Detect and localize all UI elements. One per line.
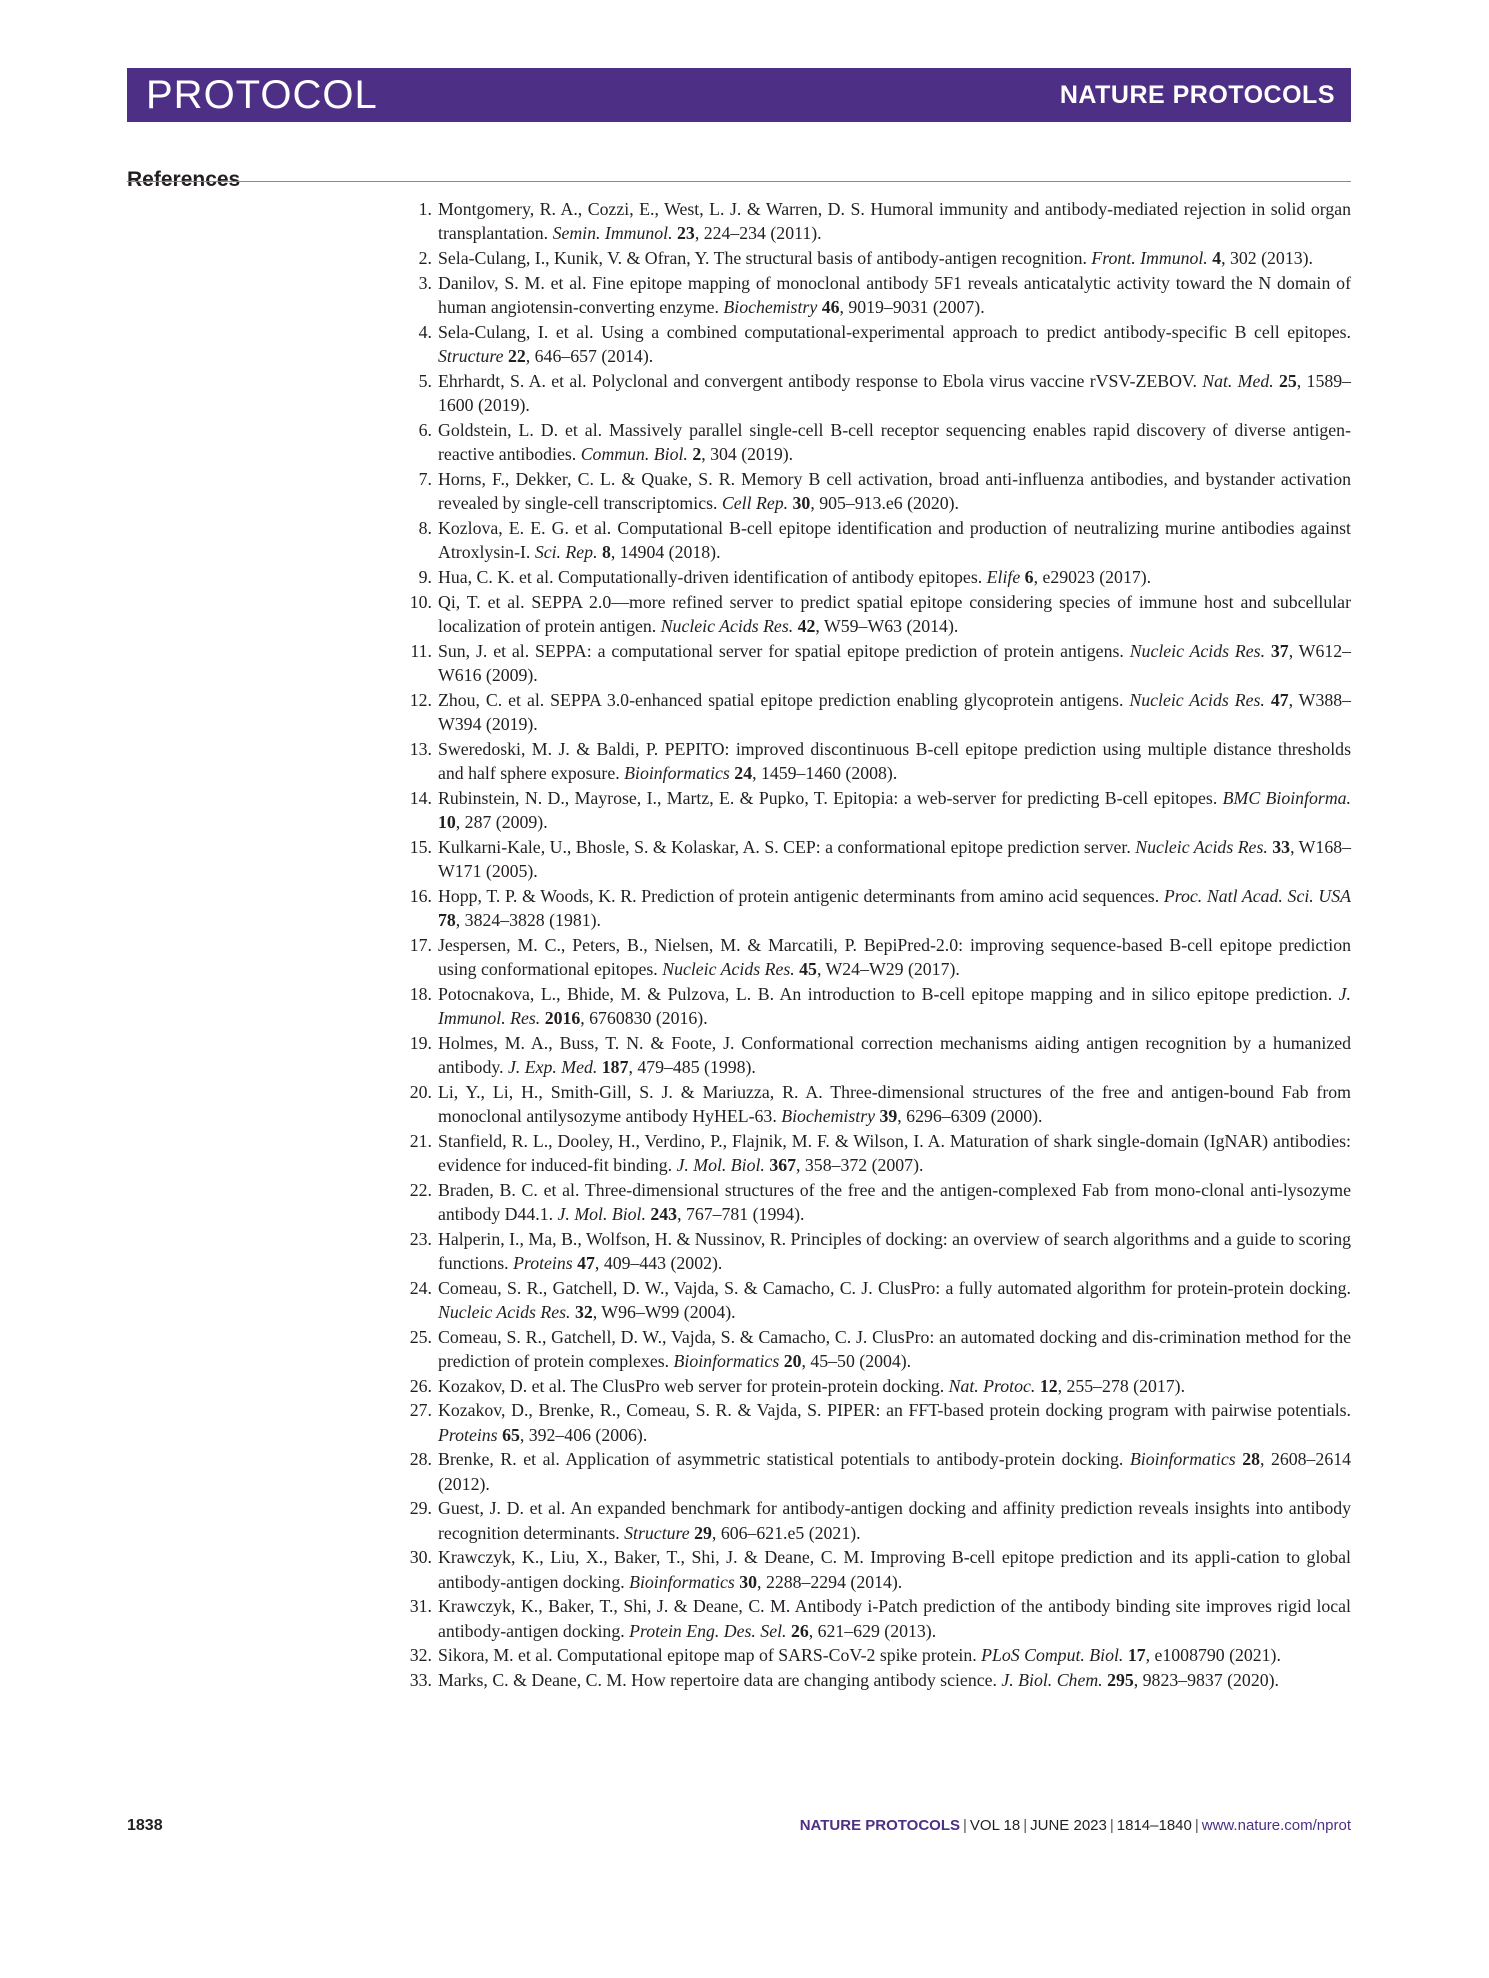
- reference-text: [438, 884, 1351, 932]
- reference-number: 28.: [409, 1449, 432, 1470]
- reference-text: [438, 1325, 1351, 1373]
- reference-segment: , 1459–1460 (2008).: [752, 762, 898, 783]
- reference-segment: Krawczyk, K., Baker, T., Shi, J. & Deane, C. M. Antibody i-Patch prediction of the antibody binding site improves rigid local antibody-antigen docking.: [438, 1596, 1351, 1641]
- volume-number: 47: [1270, 689, 1289, 710]
- reference-segment: Marks, C. & Deane, C. M. How repertoire data are changing antibody science.: [438, 1670, 1002, 1691]
- journal-title: Semin. Immunol.: [552, 223, 673, 244]
- reference-segment: , 2608–2614 (2012).: [438, 1449, 1351, 1494]
- volume-number: 6: [1024, 566, 1034, 587]
- journal-title: Nucleic Acids Res.: [1135, 836, 1268, 857]
- journal-title: J. Mol. Biol.: [676, 1154, 765, 1175]
- reference-number: 10.: [409, 591, 432, 612]
- reference-number: 13.: [409, 738, 432, 759]
- reference-segment: , 479–485 (1998).: [628, 1056, 756, 1077]
- reference-segment: , 621–629 (2013).: [808, 1620, 937, 1641]
- reference-segment: , 1589–1600 (2019).: [438, 370, 1352, 415]
- volume-number: 2: [692, 444, 702, 464]
- volume-number: 29: [694, 1522, 712, 1543]
- reference-number: 31.: [409, 1596, 432, 1617]
- reference-number: 32.: [409, 1645, 432, 1666]
- reference-segment: , 3824–3828 (1981).: [455, 909, 601, 930]
- reference-number: 1.: [418, 199, 432, 219]
- reference-number: 2.: [418, 248, 432, 268]
- reference-item: [398, 1398, 1351, 1446]
- volume-number: 78: [438, 909, 456, 930]
- reference-segment: Comeau, S. R., Gatchell, D. W., Vajda, S. & Camacho, C. J. ClusPro: a fully automated algorithm for protein-protein docking.: [438, 1277, 1351, 1298]
- reference-number: 11.: [410, 640, 432, 661]
- reference-item: [398, 1374, 1351, 1398]
- reference-item: [398, 1668, 1351, 1692]
- reference-list: [398, 197, 1351, 1693]
- reference-segment: Kozlova, E. E. G. et al. Computational B-cell epitope identification and production of neutralizing murine antibodies against Atroxlysin-I.: [438, 517, 1351, 562]
- reference-segment: Danilov, S. M. et al. Fine epitope mapping of monoclonal antibody 5F1 reveals anticatalytic activity toward the N domain of human angiotensin-converting enzyme.: [438, 272, 1351, 317]
- reference-number: 33.: [409, 1670, 432, 1691]
- reference-segment: , 392–406 (2006).: [519, 1424, 648, 1445]
- journal-title: Proteins: [438, 1424, 498, 1445]
- reference-segment: Sela-Culang, I., Kunik, V. & Ofran, Y. The structural basis of antibody-antigen recognition.: [438, 248, 1092, 268]
- reference-text: [438, 1398, 1351, 1446]
- reference-item: [398, 590, 1351, 638]
- reference-number: 3.: [418, 272, 432, 293]
- journal-title: Bioinformatics: [1129, 1449, 1236, 1470]
- reference-text: [438, 1496, 1351, 1544]
- reference-number: 14.: [409, 787, 432, 808]
- reference-text: [438, 418, 1351, 466]
- reference-item: [398, 1643, 1351, 1667]
- reference-item: [398, 246, 1351, 270]
- volume-number: 37: [1270, 640, 1289, 661]
- reference-segment: Sweredoski, M. J. & Baldi, P. PEPITO: improved discontinuous B-cell epitope prediction using multiple distance thresholds and half sphere exposure.: [438, 738, 1351, 783]
- reference-text: [438, 1668, 1351, 1692]
- volume-number: 25: [1279, 370, 1297, 391]
- reference-item: [398, 688, 1351, 736]
- reference-number: 8.: [418, 517, 432, 538]
- reference-segment: , 224–234 (2011).: [694, 223, 822, 244]
- reference-item: [398, 933, 1351, 981]
- reference-item: [398, 516, 1351, 564]
- reference-item: [398, 271, 1351, 319]
- reference-number: 25.: [409, 1326, 432, 1347]
- reference-segment: , W612–W616 (2009).: [438, 640, 1352, 685]
- reference-item: [398, 1129, 1351, 1177]
- reference-number: 30.: [409, 1547, 432, 1568]
- reference-segment: Li, Y., Li, H., Smith-Gill, S. J. & Mariuzza, R. A. Three-dimensional structures of the free and antigen-bound Fab from monoclonal antilysozyme antibody HyHEL-63.: [438, 1081, 1351, 1126]
- reference-segment: , 6296–6309 (2000).: [897, 1105, 1043, 1126]
- journal-title: Structure: [624, 1522, 690, 1543]
- volume-number: 22: [507, 346, 526, 366]
- volume-number: 10: [438, 811, 456, 832]
- reference-segment: , 6760830 (2016).: [580, 1007, 708, 1028]
- volume-number: 46: [821, 297, 840, 317]
- reference-item: [398, 369, 1351, 417]
- reference-text: [438, 1129, 1351, 1177]
- journal-title: Bioinformatics: [624, 762, 730, 783]
- reference-item: [398, 1447, 1351, 1495]
- journal-title: Commun. Biol.: [580, 444, 688, 464]
- reference-text: [438, 516, 1351, 564]
- reference-text: [438, 1447, 1351, 1495]
- reference-segment: Ehrhardt, S. A. et al. Polyclonal and convergent antibody response to Ebola virus vaccine rVSV-ZEBOV.: [438, 370, 1203, 391]
- journal-title: J. Biol. Chem.: [1001, 1670, 1103, 1691]
- journal-title: Nucleic Acids Res.: [662, 958, 795, 979]
- reference-segment: , 646–657 (2014).: [525, 346, 654, 366]
- journal-title: Sci. Rep.: [534, 542, 598, 562]
- volume-number: 187: [601, 1056, 629, 1077]
- reference-number: 29.: [409, 1498, 432, 1519]
- reference-item: [398, 982, 1351, 1030]
- reference-text: [438, 933, 1351, 981]
- reference-number: 26.: [409, 1375, 432, 1396]
- article-type-label: PROTOCOL: [146, 72, 378, 117]
- reference-text: [438, 565, 1351, 589]
- reference-segment: Hopp, T. P. & Woods, K. R. Prediction of protein antigenic determinants from amino acid sequences.: [438, 885, 1164, 906]
- section-divider: [127, 181, 1351, 182]
- journal-title: Nat. Med.: [1202, 370, 1274, 391]
- footer-separator: |: [1109, 1817, 1114, 1834]
- reference-segment: Hua, C. K. et al. Computationally-driven identification of antibody epitopes.: [438, 566, 987, 587]
- volume-number: 2016: [544, 1007, 581, 1028]
- section-title: References: [127, 168, 241, 192]
- volume-number: 39: [879, 1105, 898, 1126]
- footer-url-link[interactable]: www.nature.com/nprot: [1201, 1817, 1351, 1834]
- volume-number: 33: [1272, 836, 1291, 857]
- reference-segment: Montgomery, R. A., Cozzi, E., West, L. J. & Warren, D. S. Humoral immunity and antibody-mediated rejection in solid organ transplantation.: [438, 199, 1351, 244]
- volume-number: 295: [1107, 1670, 1134, 1691]
- journal-title: Bioinformatics: [629, 1571, 735, 1592]
- volume-number: 23: [677, 223, 695, 244]
- footer-citation: [800, 1817, 1351, 1834]
- reference-segment: , W388–W394 (2019).: [438, 689, 1352, 734]
- reference-text: [438, 1374, 1351, 1398]
- volume-number: 65: [502, 1424, 520, 1445]
- reference-item: [398, 1594, 1351, 1642]
- reference-text: [438, 982, 1351, 1030]
- reference-number: 21.: [409, 1130, 432, 1151]
- reference-item: [398, 320, 1351, 368]
- reference-text: [438, 1178, 1351, 1226]
- reference-number: 5.: [418, 370, 432, 391]
- footer-volume: VOL 18: [969, 1817, 1021, 1834]
- reference-number: 4.: [418, 321, 432, 342]
- reference-item: [398, 1545, 1351, 1593]
- reference-segment: Kulkarni-Kale, U., Bhosle, S. & Kolaskar, A. S. CEP: a conformational epitope prediction server.: [438, 836, 1136, 857]
- reference-text: [438, 1227, 1351, 1275]
- reference-number: 24.: [409, 1277, 432, 1298]
- journal-title: Bioinformatics: [673, 1350, 780, 1371]
- volume-number: 47: [577, 1252, 595, 1273]
- reference-segment: , W24–W29 (2017).: [816, 958, 960, 979]
- journal-title: Nucleic Acids Res.: [1129, 640, 1266, 661]
- footer-date: JUNE 2023: [1030, 1817, 1107, 1834]
- reference-item: [398, 884, 1351, 932]
- footer-journal: NATURE PROTOCOLS: [799, 1817, 961, 1834]
- volume-number: 8: [601, 542, 611, 562]
- reference-number: 7.: [418, 468, 432, 489]
- reference-text: [438, 590, 1351, 638]
- reference-item: [398, 1325, 1351, 1373]
- reference-item: [398, 1276, 1351, 1324]
- journal-title: Proc. Natl Acad. Sci. USA: [1163, 885, 1351, 906]
- reference-segment: , 358–372 (2007).: [796, 1154, 924, 1175]
- reference-text: [438, 639, 1351, 687]
- journal-title: Protein Eng. Des. Sel.: [629, 1620, 787, 1641]
- reference-segment: , 409–443 (2002).: [594, 1252, 723, 1273]
- reference-text: [438, 1031, 1351, 1079]
- journal-title: Nat. Protoc.: [948, 1375, 1036, 1396]
- reference-number: 12.: [409, 689, 432, 710]
- volume-number: 4: [1212, 248, 1222, 268]
- journal-title: Proteins: [513, 1252, 573, 1273]
- reference-item: [398, 1227, 1351, 1275]
- reference-number: 6.: [418, 419, 432, 440]
- reference-segment: Guest, J. D. et al. An expanded benchmark for antibody-antigen docking and affinity prediction reveals insights into antibody recognition determinants.: [438, 1498, 1351, 1543]
- volume-number: 42: [797, 615, 816, 636]
- reference-segment: , 767–781 (1994).: [677, 1203, 805, 1224]
- reference-segment: , 9823–9837 (2020).: [1133, 1670, 1279, 1691]
- reference-segment: Qi, T. et al. SEPPA 2.0—more refined server to predict spatial epitope considering species of immune host and subcellular localization of protein antigen.: [438, 591, 1351, 636]
- reference-segment: , W59–W63 (2014).: [815, 615, 959, 636]
- volume-number: 45: [799, 958, 817, 979]
- volume-number: 32: [574, 1301, 593, 1322]
- reference-text: [438, 1643, 1351, 1667]
- reference-segment: Kozakov, D., Brenke, R., Comeau, S. R. & Vajda, S. PIPER: an FFT-based protein docking program with pairwise potentials.: [438, 1400, 1351, 1421]
- volume-number: 243: [650, 1203, 678, 1224]
- reference-item: [398, 639, 1351, 687]
- reference-segment: Halperin, I., Ma, B., Wolfson, H. & Nussinov, R. Principles of docking: an overview of search algorithms and a guide to scoring functions.: [438, 1228, 1351, 1273]
- journal-title: PLoS Comput. Biol.: [981, 1645, 1124, 1666]
- reference-number: 22.: [409, 1179, 432, 1200]
- reference-segment: , e29023 (2017).: [1033, 566, 1152, 587]
- journal-title: Cell Rep.: [721, 493, 789, 513]
- journal-title: Elife: [986, 566, 1021, 587]
- reference-text: [438, 320, 1351, 368]
- reference-segment: Krawczyk, K., Liu, X., Baker, T., Shi, J. & Deane, C. M. Improving B-cell epitope prediction and its appli-cation to global antibody-antigen docking.: [438, 1547, 1351, 1592]
- reference-segment: Potocnakova, L., Bhide, M. & Pulzova, L. B. An introduction to B-cell epitope mapping and in silico epitope prediction.: [438, 983, 1339, 1004]
- reference-segment: Rubinstein, N. D., Mayrose, I., Martz, E. & Pupko, T. Epitopia: a web-server for predicting B-cell epitopes.: [438, 787, 1223, 808]
- reference-segment: Horns, F., Dekker, C. L. & Quake, S. R. Memory B cell activation, broad anti-influenza antibodies, and bystander activation revealed by single-cell transcriptomics.: [438, 468, 1351, 513]
- reference-text: [438, 197, 1351, 245]
- reference-number: 9.: [418, 566, 432, 587]
- reference-number: 23.: [409, 1228, 432, 1249]
- journal-title: J. Exp. Med.: [507, 1056, 598, 1077]
- journal-title: BMC Bioinforma.: [1222, 787, 1351, 808]
- reference-segment: Braden, B. C. et al. Three-dimensional structures of the free and the antigen-complexed Fab from mono-clonal anti-lysozyme antibody D44.1.: [438, 1179, 1351, 1224]
- journal-title: Structure: [438, 346, 504, 366]
- reference-segment: Holmes, M. A., Buss, T. N. & Foote, J. Conformational correction mechanisms aiding antigen recognition by a humanized antibody.: [438, 1032, 1351, 1077]
- footer-separator: |: [963, 1817, 967, 1834]
- reference-segment: , 9019–9031 (2007).: [839, 297, 985, 317]
- journal-title: Front. Immunol.: [1091, 248, 1208, 268]
- footer-separator: |: [1023, 1817, 1028, 1834]
- reference-item: [398, 197, 1351, 245]
- reference-number: 18.: [409, 983, 432, 1004]
- volume-number: 26: [790, 1620, 809, 1641]
- reference-number: 16.: [409, 885, 432, 906]
- reference-text: [438, 786, 1351, 834]
- reference-number: 17.: [409, 934, 432, 955]
- journal-title: Biochemistry: [781, 1105, 876, 1126]
- footer-separator: |: [1194, 1817, 1199, 1834]
- reference-text: [438, 369, 1351, 417]
- reference-number: 20.: [409, 1081, 432, 1102]
- reference-item: [398, 1080, 1351, 1128]
- reference-number: 15.: [409, 836, 432, 857]
- reference-text: [438, 271, 1351, 319]
- reference-segment: , 14904 (2018).: [610, 542, 721, 562]
- volume-number: 28: [1242, 1449, 1260, 1470]
- reference-item: [398, 1496, 1351, 1544]
- journal-title: J. Immunol. Res.: [438, 983, 1351, 1028]
- reference-item: [398, 1031, 1351, 1079]
- reference-segment: Sela-Culang, I. et al. Using a combined computational-experimental approach to predict antibody-specific B cell epitopes.: [438, 321, 1351, 342]
- volume-number: 12: [1039, 1375, 1058, 1396]
- reference-segment: Sikora, M. et al. Computational epitope map of SARS-CoV-2 spike protein.: [438, 1645, 982, 1666]
- page-number: 1838: [127, 1817, 163, 1834]
- reference-number: 19.: [409, 1032, 432, 1053]
- reference-segment: , 304 (2019).: [701, 444, 794, 464]
- footer-pages: 1814–1840: [1116, 1817, 1192, 1834]
- reference-segment: , 45–50 (2004).: [801, 1350, 912, 1371]
- journal-title: Nucleic Acids Res.: [1129, 689, 1265, 710]
- reference-segment: Sun, J. et al. SEPPA: a computational server for spatial epitope prediction of protein antigens.: [438, 640, 1130, 661]
- reference-segment: , W168–W171 (2005).: [438, 836, 1351, 881]
- reference-text: [438, 688, 1351, 736]
- volume-number: 24: [734, 762, 753, 783]
- reference-item: [398, 565, 1351, 589]
- reference-segment: , 606–621.e5 (2021).: [711, 1522, 861, 1543]
- volume-number: 30: [739, 1571, 758, 1592]
- reference-segment: , W96–W99 (2004).: [592, 1301, 736, 1322]
- reference-text: [438, 467, 1351, 515]
- volume-number: 20: [783, 1350, 802, 1371]
- reference-text: [438, 246, 1351, 270]
- journal-banner: [127, 68, 1351, 122]
- reference-text: [438, 1545, 1351, 1593]
- reference-text: [438, 737, 1351, 785]
- reference-segment: Zhou, C. et al. SEPPA 3.0-enhanced spatial epitope prediction enabling glycoprotein antigens.: [438, 689, 1130, 710]
- journal-title: J. Mol. Biol.: [557, 1203, 646, 1224]
- journal-title: Nucleic Acids Res.: [438, 1301, 571, 1322]
- reference-segment: Stanfield, R. L., Dooley, H., Verdino, P., Flajnik, M. F. & Wilson, I. A. Maturation of shark single-domain (IgNAR) antibodies: evidence for induced-fit binding.: [438, 1130, 1351, 1175]
- reference-segment: Jespersen, M. C., Peters, B., Nielsen, M. & Marcatili, P. BepiPred-2.0: improving sequence-based B-cell epitope prediction using conformational epitopes.: [438, 934, 1351, 979]
- reference-item: [398, 418, 1351, 466]
- reference-segment: Comeau, S. R., Gatchell, D. W., Vajda, S. & Camacho, C. J. ClusPro: an automated docking and dis-crimination method for the prediction of protein complexes.: [438, 1326, 1351, 1371]
- volume-number: 367: [769, 1154, 797, 1175]
- reference-text: [438, 1594, 1351, 1642]
- reference-segment: , 255–278 (2017).: [1057, 1375, 1186, 1396]
- reference-segment: , 905–913.e6 (2020).: [810, 493, 959, 513]
- reference-item: [398, 737, 1351, 785]
- reference-segment: Goldstein, L. D. et al. Massively parallel single-cell B-cell receptor sequencing enables rapid discovery of diverse antigen-reactive antibodies.: [438, 419, 1351, 464]
- reference-segment: Kozakov, D. et al. The ClusPro web server for protein-protein docking.: [438, 1375, 949, 1396]
- reference-text: [438, 1080, 1351, 1128]
- reference-segment: Brenke, R. et al. Application of asymmetric statistical potentials to antibody-protein docking.: [438, 1449, 1130, 1470]
- reference-number: 27.: [409, 1400, 432, 1421]
- reference-item: [398, 835, 1351, 883]
- reference-text: [438, 1276, 1351, 1324]
- reference-item: [398, 786, 1351, 834]
- reference-segment: , e1008790 (2021).: [1145, 1645, 1281, 1666]
- journal-name-label: NATURE PROTOCOLS: [1059, 80, 1335, 109]
- journal-title: Biochemistry: [723, 297, 818, 317]
- volume-number: 17: [1127, 1645, 1146, 1666]
- reference-item: [398, 467, 1351, 515]
- reference-text: [438, 835, 1351, 883]
- reference-segment: , 2288–2294 (2014).: [757, 1571, 903, 1592]
- reference-item: [398, 1178, 1351, 1226]
- reference-segment: , 302 (2013).: [1221, 248, 1313, 268]
- journal-title: Nucleic Acids Res.: [660, 615, 794, 636]
- volume-number: 30: [792, 493, 811, 513]
- reference-segment: , 287 (2009).: [455, 811, 548, 832]
